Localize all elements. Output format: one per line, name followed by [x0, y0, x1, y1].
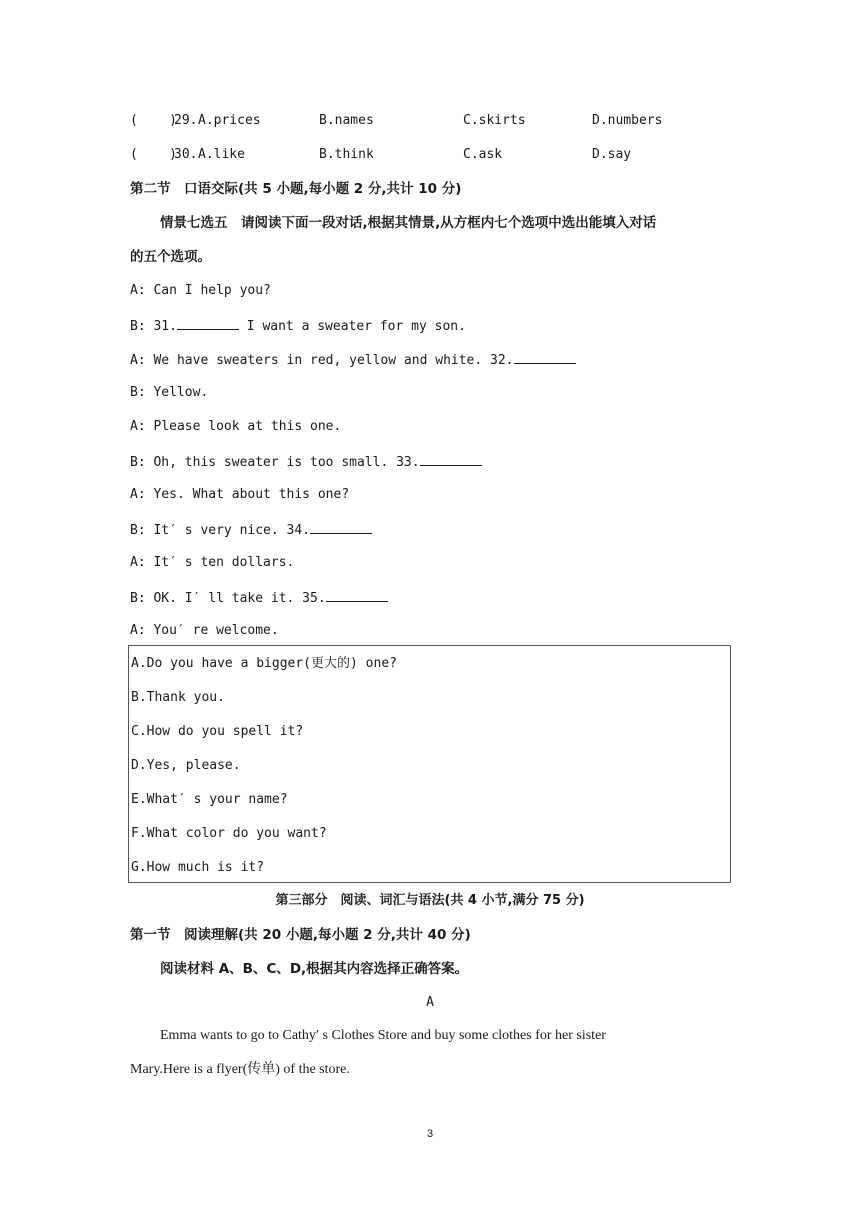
option-d: D.say [592, 147, 632, 162]
instruction-line-1: 情景七选五 请阅读下面一段对话,根据其情景,从方框内七个选项中选出能填入对话 [160, 215, 657, 231]
dialogue-line: B: Oh, this sweater is too small. 33. [130, 452, 482, 472]
options-box [128, 645, 731, 883]
dialogue-line: A: Yes. What about this one? [130, 487, 350, 502]
option-item: F.What color do you want? [131, 826, 327, 841]
answer-blank[interactable] [420, 452, 482, 466]
dialogue-line: A: It′ s ten dollars. [130, 555, 295, 570]
option-a: A.like [198, 147, 245, 162]
page-number: 3 [426, 1128, 434, 1140]
question-number: 30. [174, 147, 198, 162]
option-item: C.How do you spell it? [131, 724, 304, 739]
answer-blank[interactable] [310, 520, 372, 534]
question-number: 29. [174, 113, 198, 128]
option-b: B.think [319, 147, 374, 162]
instruction-line-2: 的五个选项。 [130, 249, 211, 265]
answer-blank[interactable] [326, 588, 388, 602]
dialogue-line: A: Please look at this one. [130, 419, 342, 434]
option-d: D.numbers [592, 113, 663, 128]
section-1-title: 第一节 阅读理解(共 20 小题,每小题 2 分,共计 40 分) [130, 927, 471, 943]
dialogue-line: B: 31. I want a sweater for my son. [130, 316, 466, 336]
answer-blank[interactable] [514, 350, 576, 364]
option-item: E.What′ s your name? [131, 792, 288, 807]
reading-instruction: 阅读材料 A、B、C、D,根据其内容选择正确答案。 [160, 961, 469, 977]
answer-paren: ( ) [130, 147, 177, 162]
passage-line-2: Mary.Here is a flyer(传单) of the store. [130, 1062, 350, 1077]
option-item: D.Yes, please. [131, 758, 241, 773]
option-c: C.skirts [463, 113, 526, 128]
option-c: C.ask [463, 147, 503, 162]
passage-label: A [426, 995, 434, 1010]
dialogue-line: A: We have sweaters in red, yellow and white. 32. [130, 350, 576, 370]
option-a: A.prices [198, 113, 261, 128]
option-item: A.Do you have a bigger(更大的) one? [131, 656, 397, 671]
part-3-title: 第三部分 阅读、词汇与语法(共 4 小节,满分 75 分) [275, 893, 585, 908]
dialogue-line: B: It′ s very nice. 34. [130, 520, 372, 540]
section-2-title: 第二节 口语交际(共 5 小题,每小题 2 分,共计 10 分) [130, 181, 462, 197]
dialogue-line: B: Yellow. [130, 385, 209, 400]
dialogue-line: B: OK. I′ ll take it. 35. [130, 588, 388, 608]
dialogue-line: A: Can I help you? [130, 283, 271, 298]
option-b: B.names [319, 113, 374, 128]
dialogue-line: A: You′ re welcome. [130, 623, 279, 638]
option-item: B.Thank you. [131, 690, 225, 705]
passage-line-1: Emma wants to go to Cathy′ s Clothes Store and buy some clothes for her sister [160, 1028, 606, 1043]
answer-paren: ( ) [130, 113, 177, 128]
option-item: G.How much is it? [131, 860, 265, 875]
answer-blank[interactable] [177, 316, 239, 330]
